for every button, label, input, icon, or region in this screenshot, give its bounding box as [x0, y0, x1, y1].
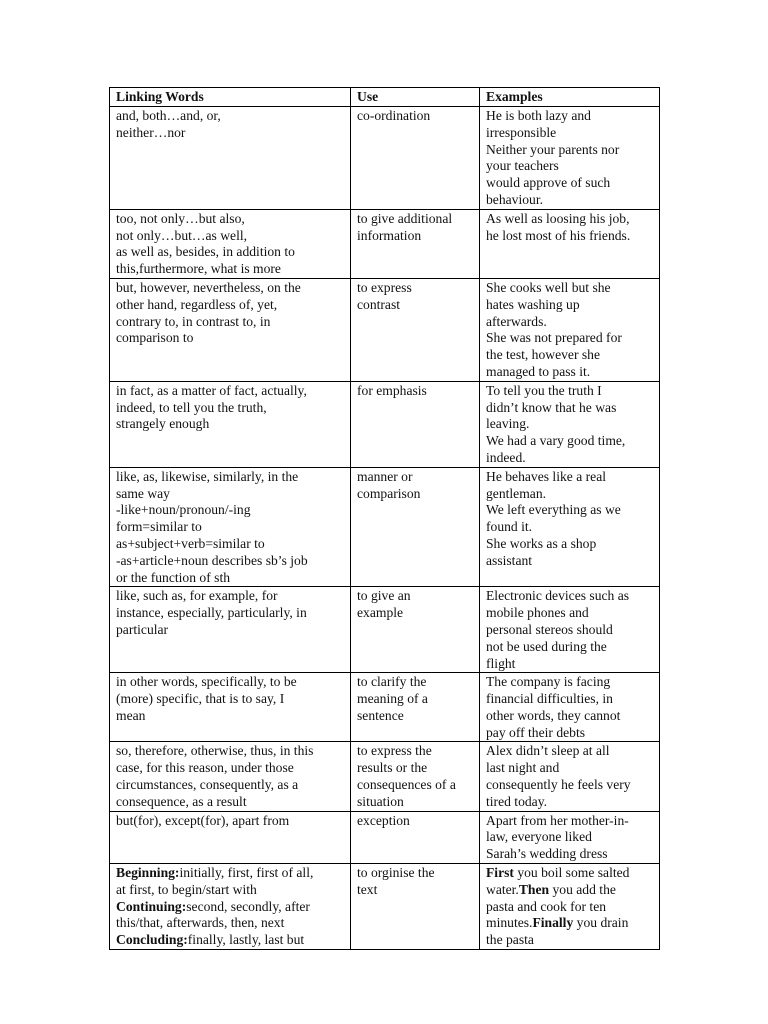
concluding-line [116, 932, 344, 949]
use-cell: to express contrast [351, 278, 480, 381]
examples-cell: The company is facing financial difficulties, in other words, they cannot pay off their debts [480, 673, 660, 742]
beginning-label: Beginning: [116, 865, 180, 881]
example-line-2 [486, 882, 653, 899]
linking-words-cell: in other words, specifically, to be (more) specific, that is to say, I mean [110, 673, 351, 742]
concluding-label: Concluding: [116, 932, 188, 948]
table-row [110, 278, 660, 381]
table-row [110, 467, 660, 587]
then-text: you add the [549, 881, 616, 897]
use-cell: to orginise the text [351, 864, 480, 950]
linking-words-cell: but, however, nevertheless, on the other hand, regardless of, yet, contrary to, in contrast to, in comparison to [110, 278, 351, 381]
examples-cell: Electronic devices such as mobile phones and personal stereos should not be used during the flight [480, 587, 660, 673]
concluding-text: finally, lastly, last but [187, 932, 305, 948]
examples-cell: Apart from her mother-in- law, everyone liked Sarah’s wedding dress [480, 811, 660, 863]
table-row [110, 742, 660, 811]
beginning-line [116, 865, 344, 882]
linking-words-cell [110, 864, 351, 950]
use-cell: exception [351, 811, 480, 863]
examples-cell: As well as loosing his job, he lost most of his friends. [480, 209, 660, 278]
header-use: Use [351, 88, 480, 107]
use-cell: to express the results or the consequences of a situation [351, 742, 480, 811]
example-line-3: pasta and cook for ten [486, 898, 607, 914]
examples-cell [480, 864, 660, 950]
examples-cell: He behaves like a real gentleman. We left everything as we found it. She works as a shop assistant [480, 467, 660, 587]
table-row [110, 381, 660, 467]
table-row [110, 587, 660, 673]
use-cell: co-ordination [351, 107, 480, 210]
examples-cell: Alex didn’t sleep at all last night and consequently he feels very tired today. [480, 742, 660, 811]
examples-cell: She cooks well but she hates washing up afterwards. She was not prepared for the test, however she managed to pass it. [480, 278, 660, 381]
continuing-text: second, secondly, after [186, 898, 310, 914]
linking-words-cell: but(for), except(for), apart from [110, 811, 351, 863]
then-bold: Then [518, 881, 550, 897]
use-cell: to give additional information [351, 209, 480, 278]
first-text: you boil some salted [513, 865, 630, 881]
linking-words-cell: like, such as, for example, for instance, especially, particularly, in particular [110, 587, 351, 673]
header-linking-words: Linking Words [110, 88, 351, 107]
example-line-1 [486, 865, 653, 882]
table-row [110, 107, 660, 210]
beginning-text: initially, first, first of all, [179, 865, 314, 881]
finally-text: you drain [573, 915, 629, 931]
table-header-row [110, 88, 660, 107]
first-bold: First [486, 865, 514, 881]
linking-words-table [109, 87, 660, 950]
table-row [110, 864, 660, 950]
line2-pre: water. [486, 881, 519, 897]
table-row [110, 811, 660, 863]
finally-bold: Finally [532, 915, 574, 931]
linking-words-cell: and, both…and, or, neither…nor [110, 107, 351, 210]
continuing-continuation: this/that, afterwards, then, next [116, 915, 285, 931]
table-row [110, 209, 660, 278]
use-cell: to give an example [351, 587, 480, 673]
continuing-line [116, 899, 344, 916]
line4-pre: minutes. [486, 915, 533, 931]
examples-cell: He is both lazy and irresponsible Neither your parents nor your teachers would approve of such behaviour. [480, 107, 660, 210]
use-cell: for emphasis [351, 381, 480, 467]
header-examples: Examples [480, 88, 660, 107]
beginning-continuation: at first, to begin/start with [116, 881, 257, 897]
examples-cell: To tell you the truth I didn’t know that he was leaving. We had a vary good time, indeed. [480, 381, 660, 467]
linking-words-cell: so, therefore, otherwise, thus, in this case, for this reason, under those circumstances, consequently, as a consequence, as a result [110, 742, 351, 811]
use-cell: to clarify the meaning of a sentence [351, 673, 480, 742]
example-line-4 [486, 915, 653, 932]
table-row [110, 673, 660, 742]
linking-words-cell: like, as, likewise, similarly, in the same way -like+noun/pronoun/-ing form=similar to as+subject+verb=similar to -as+article+noun describes sb’s job or the function of sth [110, 467, 351, 587]
linking-words-cell: too, not only…but also, not only…but…as well, as well as, besides, in addition to this,furthermore, what is more [110, 209, 351, 278]
continuing-label: Continuing: [116, 898, 187, 914]
use-cell: manner or comparison [351, 467, 480, 587]
linking-words-cell: in fact, as a matter of fact, actually, indeed, to tell you the truth, strangely enough [110, 381, 351, 467]
example-line-5: the pasta [486, 932, 534, 948]
